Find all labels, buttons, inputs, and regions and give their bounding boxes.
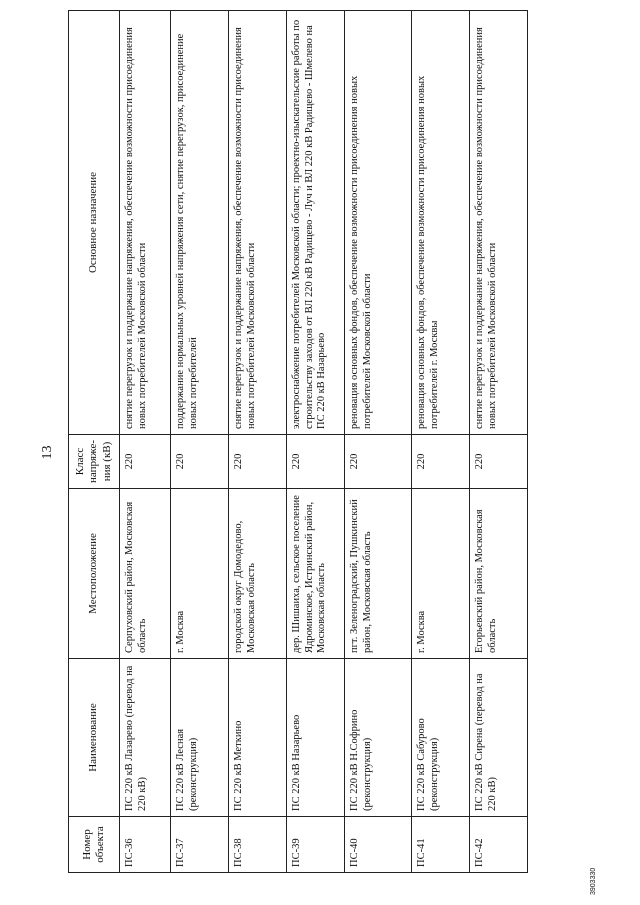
location-cell: Егорьевский район, Московская область: [470, 489, 528, 659]
purpose-cell: реновация основных фондов, обеспечение возможности присоединения новых потребителей г. Москвы: [412, 11, 470, 435]
object-number-cell: ПС-37: [171, 817, 229, 873]
object-name-cell: ПС 220 кВ Н.Софрино (реконструкция): [345, 659, 412, 817]
voltage-class-cell: 220: [120, 435, 171, 489]
header-voltage-class: Класс напряже-ния (кВ): [69, 435, 120, 489]
location-cell: дер. Шишаиха, сельское поселение Ядроминское, Истринский район, Московская область: [287, 489, 345, 659]
object-number-cell: ПС-39: [287, 817, 345, 873]
purpose-cell: электроснабжение потребителей Московской области; проектно-изыскательские работы по строительству заходов от ВЛ 220 кВ Радищево - Луч и ВЛ 220 кВ Радищево - Шмелево на ПС 220 кВ Назарьево: [287, 11, 345, 435]
document-code: 3903330: [590, 867, 597, 895]
object-number-cell: ПС-41: [412, 817, 470, 873]
purpose-cell: поддержание нормальных уровней напряжения сети, снятие перегрузок, присоединение новых потребителей: [171, 11, 229, 435]
voltage-class-cell: 220: [470, 435, 528, 489]
page-number: 13: [40, 445, 55, 460]
purpose-cell: снятие перегрузок и поддержание напряжения, обеспечение возможности присоединения новых потребителей Московской области: [470, 11, 528, 435]
table-row: [120, 11, 171, 873]
purpose-cell: снятие перегрузок и поддержание напряжения, обеспечение возможности присоединения новых потребителей Московской области: [120, 11, 171, 435]
location-cell: городской округ Домодедово, Московская область: [229, 489, 287, 659]
purpose-cell: снятие перегрузок и поддержание напряжения, обеспечение возможности присоединения новых потребителей Московской области: [229, 11, 287, 435]
header-purpose: Основное назначение: [69, 11, 120, 435]
object-number-cell: ПС-36: [120, 817, 171, 873]
table-row: [345, 11, 412, 873]
object-name-cell: ПС 220 кВ Лесная (реконструкция): [171, 659, 229, 817]
purpose-cell: реновация основных фондов, обеспечение возможности присоединения новых потребителей Московской области: [345, 11, 412, 435]
table-row: [287, 11, 345, 873]
object-number-cell: ПС-42: [470, 817, 528, 873]
voltage-class-cell: 220: [412, 435, 470, 489]
voltage-class-cell: 220: [287, 435, 345, 489]
table-row: [470, 11, 528, 873]
voltage-class-cell: 220: [171, 435, 229, 489]
object-name-cell: ПС 220 кВ Сирена (перевод на 220 кВ): [470, 659, 528, 817]
table-row: [171, 11, 229, 873]
object-name-cell: ПС 220 кВ Лазарево (перевод на 220 кВ): [120, 659, 171, 817]
location-cell: пгт. Зеленоградский, Пушкинский район, Московская область: [345, 489, 412, 659]
header-location: Местоположение: [69, 489, 120, 659]
header-name: Наименование: [69, 659, 120, 817]
object-name-cell: ПС 220 кВ Сабурово (реконструкция): [412, 659, 470, 817]
objects-table: [68, 10, 528, 873]
voltage-class-cell: 220: [345, 435, 412, 489]
table-row: [229, 11, 287, 873]
object-number-cell: ПС-38: [229, 817, 287, 873]
table-row: [412, 11, 470, 873]
object-number-cell: ПС-40: [345, 817, 412, 873]
object-name-cell: ПС 220 кВ Назарьево: [287, 659, 345, 817]
location-cell: г. Москва: [412, 489, 470, 659]
object-name-cell: ПС 220 кВ Меткино: [229, 659, 287, 817]
header-object-number: Номер объекта: [69, 817, 120, 873]
table-header-row: [69, 11, 120, 873]
location-cell: г. Москва: [171, 489, 229, 659]
location-cell: Серпуховский район, Московская область: [120, 489, 171, 659]
voltage-class-cell: 220: [229, 435, 287, 489]
